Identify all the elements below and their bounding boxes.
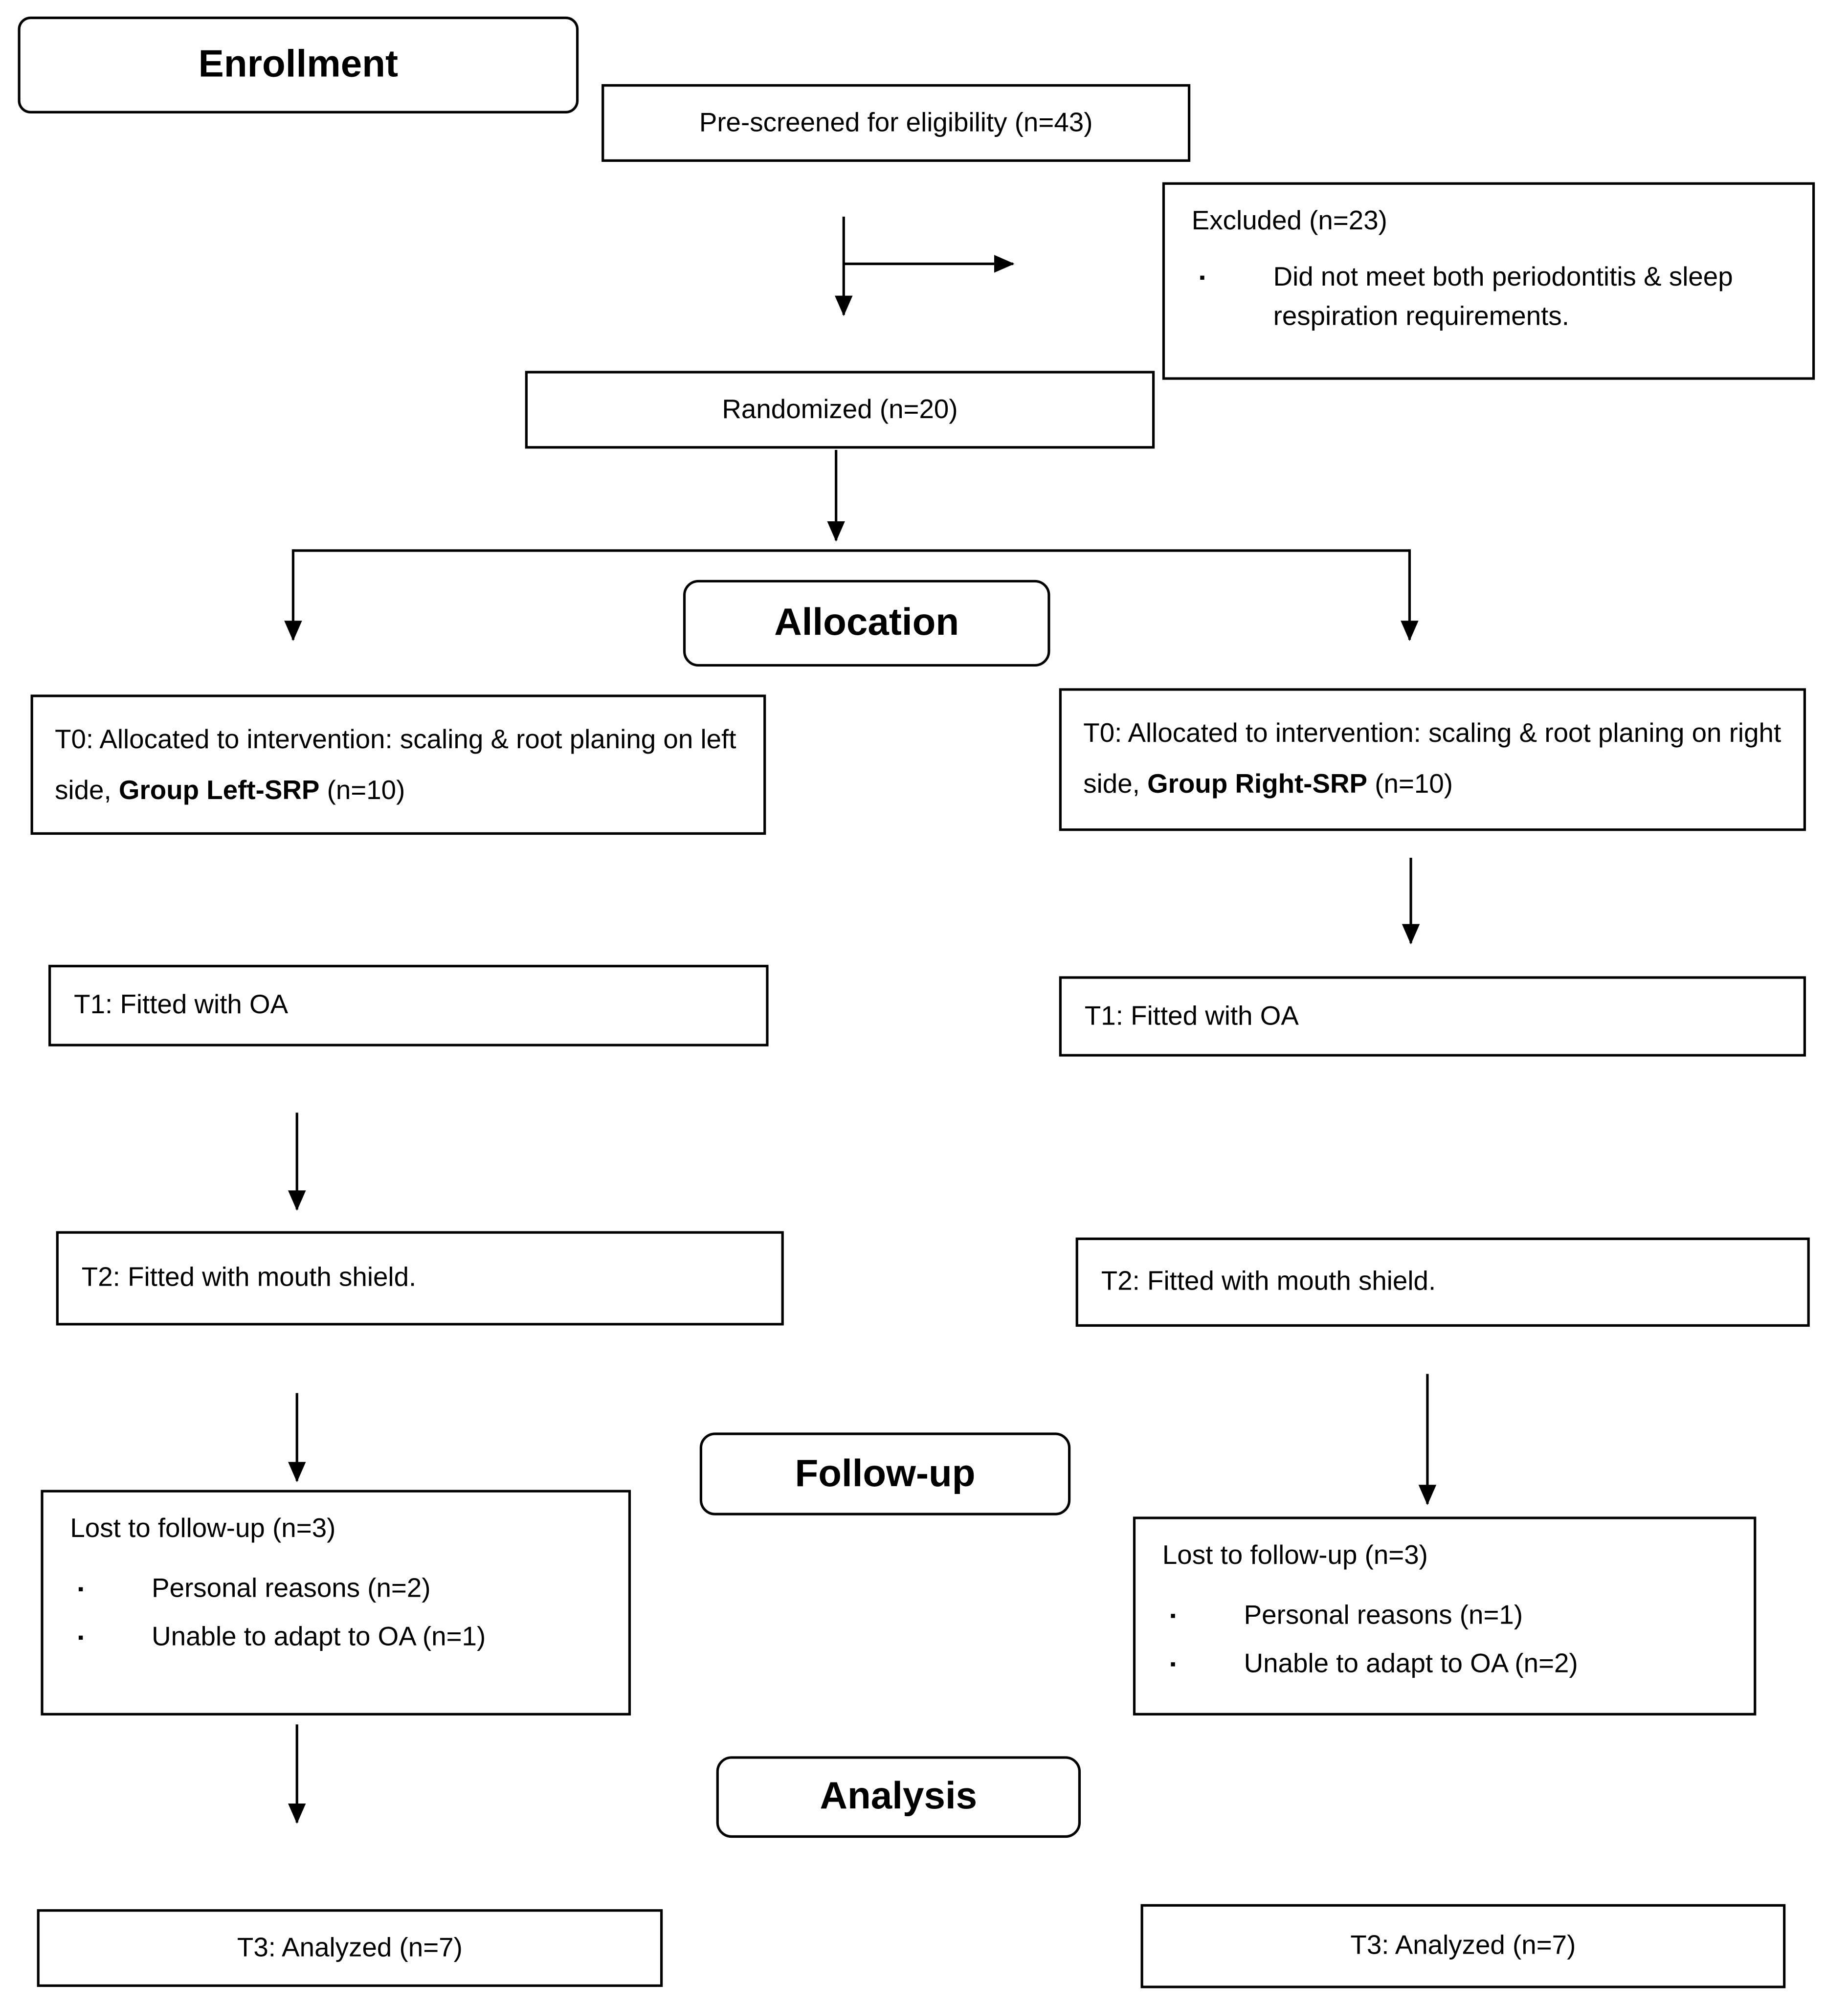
- left-t0-group-name: Group Left-SRP: [118, 776, 320, 806]
- right-t3-box: [1141, 1904, 1786, 1988]
- list-item-text: Did not meet both periodontitis & sleep respiration requirements.: [1273, 262, 1733, 332]
- list-item: [70, 1617, 605, 1657]
- list-item-text: Personal reasons (n=2): [152, 1574, 431, 1604]
- prescreened-label: Pre-screened for eligibility (n=43): [699, 108, 1093, 137]
- left-t2-box: [56, 1231, 784, 1326]
- left-t2-label: T2: Fitted with mouth shield.: [81, 1263, 417, 1292]
- right-t1-box: [1059, 976, 1806, 1056]
- list-item-text: Unable to adapt to OA (n=1): [152, 1622, 486, 1652]
- excluded-box: [1162, 182, 1815, 380]
- left-t0-text: T0: Allocated to intervention: scaling & root planing on left side,: [55, 725, 736, 806]
- right-t2-box: [1076, 1238, 1810, 1327]
- stage-enrollment-label: Enrollment: [198, 43, 399, 86]
- right-t0-group-name: Group Right-SRP: [1147, 770, 1368, 800]
- stage-followup: [700, 1432, 1070, 1515]
- left-t1-box: [48, 965, 769, 1047]
- list-item-text: Unable to adapt to OA (n=2): [1244, 1649, 1578, 1679]
- square-bullet-icon: ▪: [77, 1579, 84, 1599]
- right-t3-label: T3: Analyzed (n=7): [1350, 1931, 1576, 1960]
- right-t1-label: T1: Fitted with OA: [1084, 1001, 1299, 1031]
- stage-analysis-label: Analysis: [820, 1775, 978, 1818]
- right-t0-n: (n=10): [1367, 770, 1453, 800]
- stage-analysis: [716, 1756, 1081, 1838]
- stage-allocation-label: Allocation: [774, 602, 959, 644]
- right-t0-text: T0: Allocated to intervention: scaling & root planing on right side,: [1083, 718, 1781, 800]
- list-item-text: Personal reasons (n=1): [1244, 1601, 1523, 1630]
- right-t2-label: T2: Fitted with mouth shield.: [1101, 1267, 1436, 1296]
- square-bullet-icon: ▪: [1170, 1654, 1176, 1673]
- square-bullet-icon: ▪: [77, 1627, 84, 1647]
- list-item: [70, 1569, 605, 1608]
- left-lost-title: Lost to follow-up (n=3): [70, 1514, 336, 1544]
- excluded-bullet-list: [1192, 257, 1789, 336]
- square-bullet-icon: ▪: [1170, 1605, 1176, 1625]
- right-lost-box: [1133, 1516, 1756, 1715]
- left-t1-label: T1: Fitted with OA: [74, 990, 289, 1020]
- right-t0-box: [1059, 688, 1806, 831]
- randomized-label: Randomized (n=20): [722, 394, 958, 424]
- stage-enrollment: [18, 17, 579, 113]
- excluded-title: Excluded (n=23): [1191, 206, 1387, 236]
- randomized-box: [525, 371, 1155, 448]
- stage-allocation: [683, 580, 1050, 667]
- left-t3-box: [37, 1909, 663, 1987]
- list-item: [1162, 1596, 1731, 1635]
- left-lost-box: [41, 1490, 631, 1715]
- left-lost-bullet-list: [70, 1569, 605, 1657]
- stage-followup-label: Follow-up: [795, 1452, 976, 1494]
- list-item: [1162, 1644, 1731, 1684]
- left-t0-box: [31, 694, 766, 835]
- right-lost-title: Lost to follow-up (n=3): [1162, 1540, 1428, 1570]
- prescreened-box: [601, 84, 1190, 162]
- left-t3-label: T3: Analyzed (n=7): [237, 1933, 463, 1962]
- left-t0-n: (n=10): [319, 776, 405, 806]
- square-bullet-icon: ▪: [1199, 267, 1205, 287]
- right-lost-bullet-list: [1162, 1596, 1731, 1684]
- list-item: [1192, 257, 1789, 336]
